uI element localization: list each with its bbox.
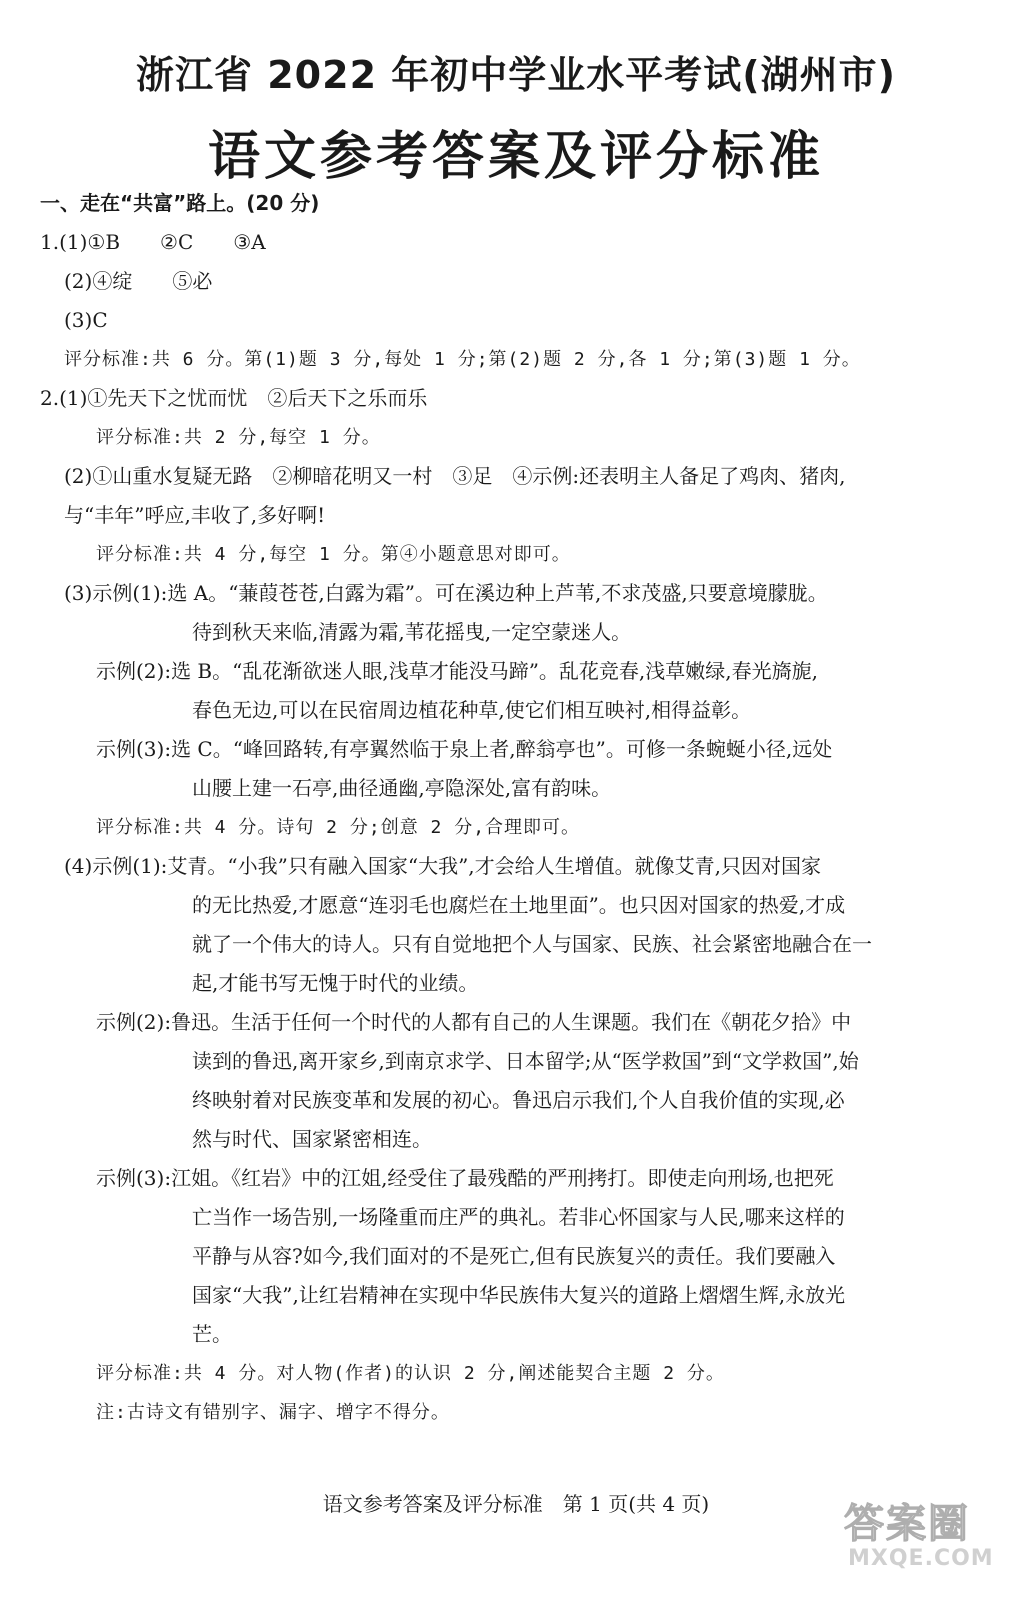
q2-part3-example1-line1: (3)示例(1):选 A。“蒹葭苍苍,白露为霜”。可在溪边种上芦苇,不求茂盛,只要意境朦胧。: [64, 581, 828, 605]
answer-body: [40, 184, 980, 1432]
document-title: 语文参考答案及评分标准: [207, 127, 824, 187]
exam-title: 浙江省 2022 年初中学业水平考试(湖州市): [136, 53, 896, 97]
q2-part4-example3-line5: 芒。: [192, 1322, 232, 1346]
q2-part3-scoring: 评分标准:共 4 分。诗句 2 分;创意 2 分,合理即可。: [96, 817, 581, 838]
note: 注:古诗文有错别字、漏字、增字不得分。: [96, 1402, 450, 1423]
q2-part3-example2-line1: 示例(2):选 B。“乱花渐欲迷人眼,浅草才能没马蹄”。乱花竞春,浅草嫩绿,春光旖旎,: [96, 659, 819, 683]
q2-part2-line1: (2)①山重水复疑无路 ②柳暗花明又一村 ③足 ④示例:还表明主人备足了鸡肉、猪肉,: [64, 464, 846, 488]
q1-part3: (3)C: [64, 308, 108, 332]
q2-part4-scoring: 评分标准:共 4 分。对人物(作者)的认识 2 分,阐述能契合主题 2 分。: [96, 1363, 725, 1384]
q2-part4-example2-line2: 读到的鲁迅,离开家乡,到南京求学、日本留学;从“医学救国”到“文学救国”,始: [192, 1049, 859, 1073]
q2-part4-example2-line1: 示例(2):鲁迅。生活于任何一个时代的人都有自己的人生课题。我们在《朝花夕拾》中: [96, 1010, 852, 1034]
q2-part2-line2: 与“丰年”呼应,丰收了,多好啊!: [64, 503, 326, 527]
q2-part3-example3-line1: 示例(3):选 C。“峰回路转,有亭翼然临于泉上者,醉翁亭也”。可修一条蜿蜒小径,远处: [96, 737, 833, 761]
q2-part4-example3-line3: 平静与从容?如今,我们面对的不是死亡,但有民族复兴的责任。我们要融入: [192, 1244, 836, 1268]
q1-part2: (2)④绽 ⑤必: [64, 269, 213, 293]
q2-part4-example3-line2: 亡当作一场告别,一场隆重而庄严的典礼。若非心怀国家与人民,哪来这样的: [192, 1205, 845, 1229]
q2-part4-example1-line2: 的无比热爱,才愿意“连羽毛也腐烂在土地里面”。也只因对国家的热爱,才成: [192, 893, 846, 917]
q2-part1-scoring: 评分标准:共 2 分,每空 1 分。: [96, 427, 381, 448]
q2-part3-example1-line2: 待到秋天来临,清露为霜,苇花摇曳,一定空蒙迷人。: [192, 620, 632, 644]
q2-part4-example1-line4: 起,才能书写无愧于时代的业绩。: [192, 971, 479, 995]
section-heading: 一、走在“共富”路上。(20 分): [40, 191, 320, 215]
q2-part2-scoring: 评分标准:共 4 分,每空 1 分。第④小题意思对即可。: [96, 544, 571, 565]
q2-part4-example1-line3: 就了一个伟大的诗人。只有自觉地把个人与国家、民族、社会紧密地融合在一: [192, 932, 872, 956]
q2-part4-example2-line3: 终映射着对民族变革和发展的初心。鲁迅启示我们,个人自我价值的实现,必: [192, 1088, 845, 1112]
q2-part4-example2-line4: 然与时代、国家紧密相连。: [192, 1127, 432, 1151]
q2-part4-example1-line1: (4)示例(1):艾青。“小我”只有融入国家“大我”,才会给人生增值。就像艾青,只因对国家: [64, 854, 822, 878]
q2-part4-example3-line1: 示例(3):江姐。《红岩》中的江姐,经受住了最残酷的严刑拷打。即使走向刑场,也把死: [96, 1166, 834, 1190]
page-footer: 语文参考答案及评分标准 第 1 页(共 4 页): [322, 1492, 710, 1516]
q2-part4-example3-line4: 国家“大我”,让红岩精神在实现中华民族伟大复兴的道路上熠熠生辉,永放光: [192, 1283, 846, 1307]
q1-part1: 1.(1)①B ②C ③A: [40, 230, 266, 254]
q2-part3-example3-line2: 山腰上建一石亭,曲径通幽,亭隐深处,富有韵味。: [192, 776, 612, 800]
watermark-mark: 答案圈: [844, 1501, 970, 1547]
watermark-domain: MXQE.COM: [848, 1546, 994, 1571]
q2-part1: 2.(1)①先天下之忧而忧 ②后天下之乐而乐: [40, 386, 428, 410]
q2-part3-example2-line2: 春色无边,可以在民宿周边植花种草,使它们相互映衬,相得益彰。: [192, 698, 752, 722]
watermark-logo: [844, 1492, 994, 1588]
q1-scoring: 评分标准:共 6 分。第(1)题 3 分,每处 1 分;第(2)题 2 分,各 1 分;第(3)题 1 分。: [64, 349, 861, 370]
